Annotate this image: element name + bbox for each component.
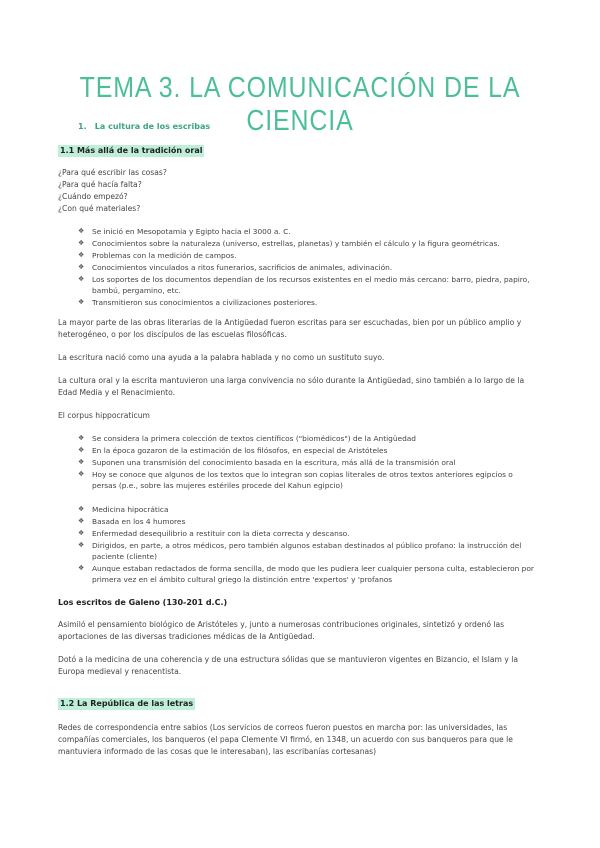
diamond-bullet-icon: ❖ [78, 227, 85, 235]
list-item: ❖ Conocimientos sobre la naturaleza (universo, estrellas, planetas) y también el cálculo y la figura geométricas. [78, 239, 500, 248]
list-item: ❖ Hoy se conoce que algunos de los textos que lo integran son copias literales de otros textos anteriores egipcios o persas (p.e., sobre las mujeres estériles procede del Kahun egipcio) [78, 470, 513, 490]
list-item: ❖ Se considera la primera colección de textos científicos ("biomédicos") de la Antigüedad [78, 434, 417, 443]
paragraph: La cultura oral y la escrita mantuvieron una larga convivencia no sólo durante la Antigüedad, sino también a lo largo de la Edad Media y el Renacimiento. [58, 376, 525, 397]
section-heading-1 [78, 122, 210, 131]
list-item: ❖ Conocimientos vinculados a ritos funerarios, sacrificios de animales, adivinación. [78, 263, 393, 272]
list-item: ❖ Se inició en Mesopotamia y Egipto hacia el 3000 a. C. [78, 227, 291, 236]
question-item: ¿Para qué escribir las cosas? [58, 168, 167, 177]
diamond-bullet-icon: ❖ [78, 275, 85, 283]
galeno-heading: Los escritos de Galeno (130-201 d.C.) [58, 598, 228, 607]
paragraph: Redes de correspondencia entre sabios (Los servicios de correos fueron puestos en marcha por: las universidades, las compañías comerciales, los banqueros (el papa Clemente VI firmó, en 1348, un acuerdo con sus banqueros para que le mantuviera informado de las cosas que le interesaban), las escribanías cortesanas) [58, 723, 513, 756]
paragraph: La escritura nació como una ayuda a la palabra hablada y no como un sustituto suyo. [58, 353, 385, 362]
diamond-bullet-icon: ❖ [78, 298, 85, 306]
diamond-bullet-icon: ❖ [78, 263, 85, 271]
paragraph: Dotó a la medicina de una coherencia y de una estructura sólidas que se mantuvieron vigentes en Bizancio, el Islam y la Europa medieval y renacentista. [58, 655, 519, 676]
diamond-bullet-icon: ❖ [78, 505, 85, 513]
subsection-heading-1-2: 1.2 La República de las letras [60, 699, 194, 708]
document-title: TEMA 3. LA COMUNICACIÓN DE LA CIENCIA [79, 72, 521, 137]
section-number: 1. [78, 122, 87, 131]
diamond-bullet-icon: ❖ [78, 517, 85, 525]
diamond-bullet-icon: ❖ [78, 251, 85, 259]
list-item: ❖ Enfermedad desequilibrio a restituir con la dieta correcta y descanso. [78, 529, 350, 538]
list-item: ❖ Problemas con la medición de campos. [78, 251, 237, 260]
diamond-bullet-icon: ❖ [78, 470, 85, 478]
diamond-bullet-icon: ❖ [78, 434, 85, 442]
corpus-label: El corpus hippocraticum [58, 411, 150, 420]
question-item: ¿Con qué materiales? [58, 204, 141, 213]
list-item: ❖ Transmitieron sus conocimientos a civilizaciones posteriores. [78, 298, 318, 307]
section-label: La cultura de los escribas [94, 122, 211, 131]
diamond-bullet-icon: ❖ [78, 446, 85, 454]
diamond-bullet-icon: ❖ [78, 529, 85, 537]
list-item: ❖ Dirigidos, en parte, a otros médicos, pero también algunos estaban destinados al público profano: la instrucción del paciente (cliente) [78, 541, 522, 561]
bullet-list-origins [78, 226, 538, 308]
bullet-list-hippocratic [78, 504, 538, 585]
diamond-bullet-icon: ❖ [78, 458, 85, 466]
question-list [58, 167, 167, 215]
question-item: ¿Para qué hacía falta? [58, 180, 142, 189]
subsection-heading-1-1: 1.1 Más allá de la tradición oral [60, 146, 203, 155]
list-item: ❖ En la época gozaron de la estimación de los filósofos, en especial de Aristóteles [78, 446, 388, 455]
list-item: ❖ Los soportes de los documentos dependían de los recursos existentes en el medio más cercano: barro, piedra, papiro, bambú, pergamino, etc. [78, 275, 530, 295]
list-item: ❖ Aunque estaban redactados de forma sencilla, de modo que les pudiera leer cualquier persona culta, establecieron por primera vez en el ámbito cultural griego la distinción entre 'expertos' y 'profanos [78, 564, 534, 584]
paragraph: La mayor parte de las obras literarias de la Antigüedad fueron escritas para ser escuchadas, bien por un público amplio y heterogéneo, o por los discípulos de las escuelas filosóficas. [58, 318, 522, 339]
list-item: ❖ Basada en los 4 humores [78, 517, 186, 526]
diamond-bullet-icon: ❖ [78, 239, 85, 247]
list-item: ❖ Medicina hipocrática [78, 505, 169, 514]
diamond-bullet-icon: ❖ [78, 541, 85, 549]
bullet-list-corpus [78, 433, 538, 491]
question-item: ¿Cuándo empezó? [58, 192, 128, 201]
diamond-bullet-icon: ❖ [78, 564, 85, 572]
paragraph: Asimiló el pensamiento biológico de Aristóteles y, junto a numerosas contribuciones originales, sintetizó y ordenó las aportaciones de las diversas tradiciones médicas de la Antigüedad. [58, 620, 505, 641]
list-item: ❖ Suponen una transmisión del conocimiento basada en la escritura, más allá de la transmisión oral [78, 458, 456, 467]
